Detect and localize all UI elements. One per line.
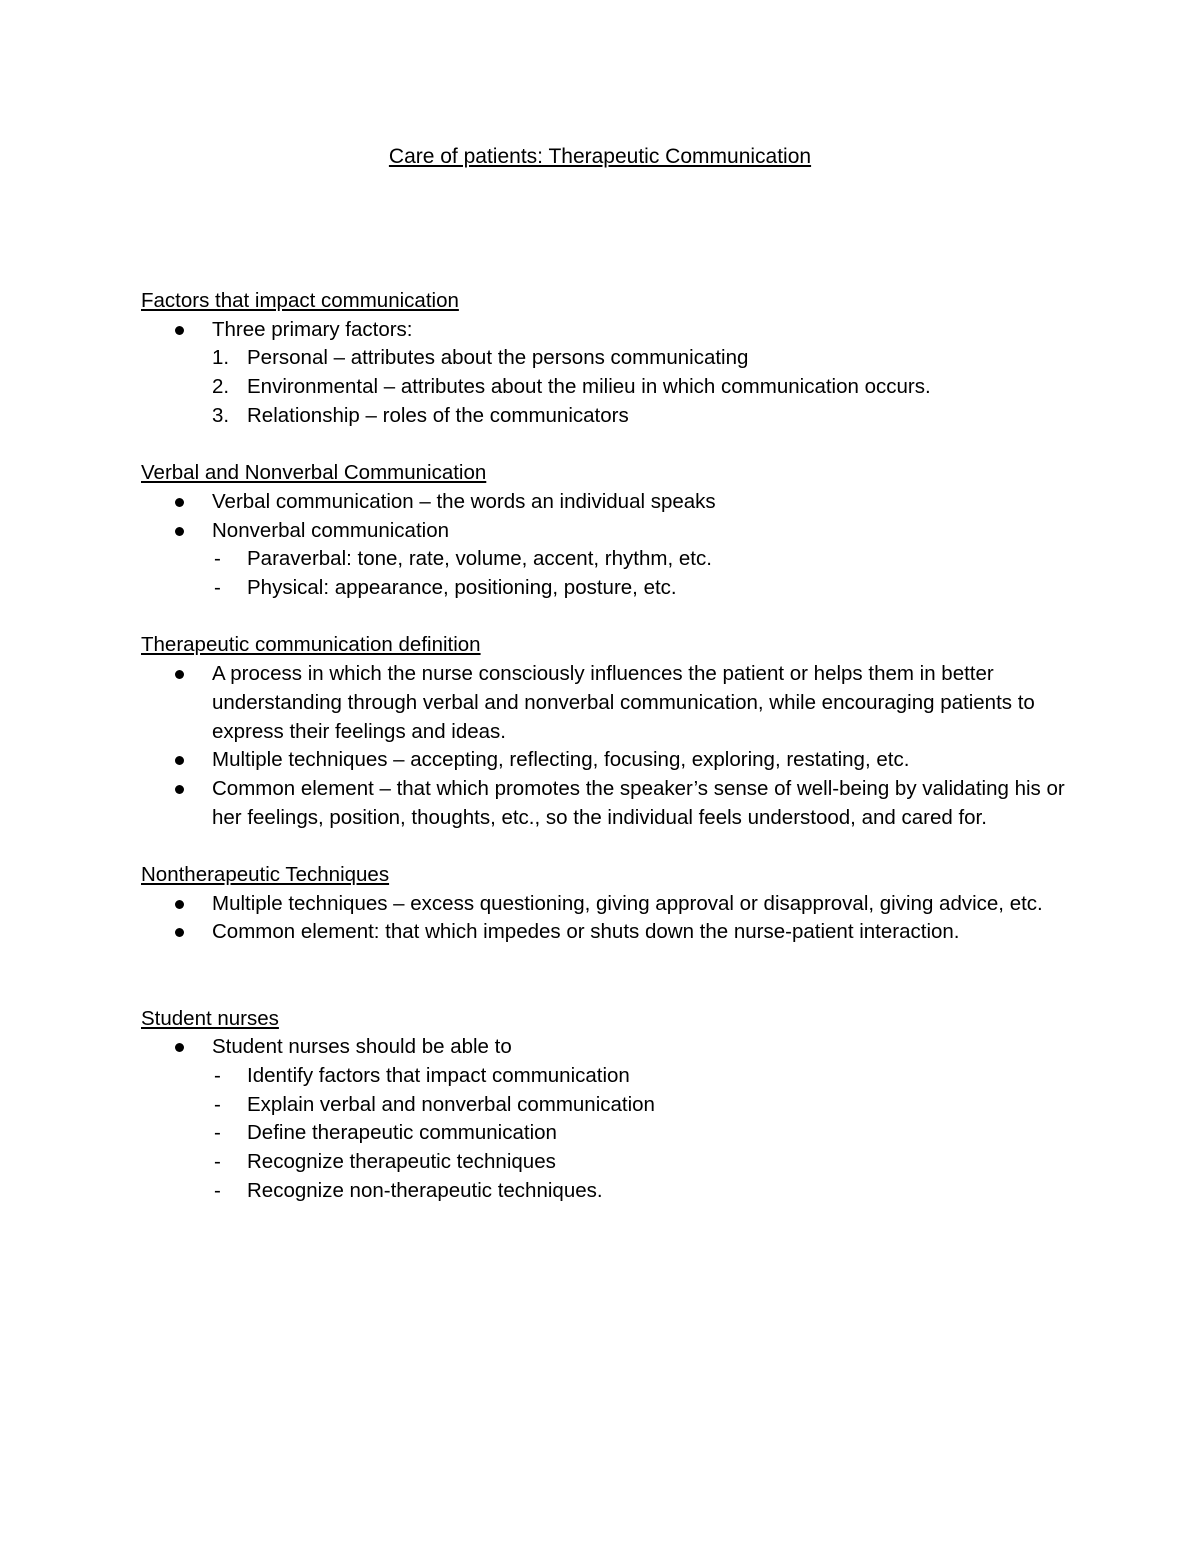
bullet-item [212, 517, 1066, 603]
dash-item [214, 1177, 1066, 1206]
list-number: 1. [212, 346, 230, 370]
bullet-item [212, 660, 1066, 746]
bullet-list [141, 660, 1066, 832]
bullet-text: Nonverbal communication [212, 518, 450, 542]
bullet-text: Common element: that which impedes or shuts down the nurse-patient interaction. [212, 920, 960, 944]
dash-item [214, 1091, 1066, 1120]
bullet-icon [175, 527, 184, 536]
bullet-icon [175, 326, 184, 335]
numbered-item [212, 402, 1066, 431]
bullet-item [212, 746, 1066, 775]
dash-text: Paraverbal: tone, rate, volume, accent, rhythm, etc. [247, 547, 712, 571]
document-body [141, 287, 1066, 1205]
list-number: 2. [212, 375, 230, 399]
dash-item [214, 1062, 1066, 1091]
section-heading: Verbal and Nonverbal Communication [141, 461, 487, 485]
bullet-icon [175, 498, 184, 507]
bullet-icon [175, 900, 184, 909]
dash-icon: - [214, 1150, 221, 1174]
bullet-item [212, 775, 1066, 832]
dash-text: Define therapeutic communication [247, 1121, 557, 1145]
section-therapeutic-definition [141, 631, 1066, 832]
bullet-item [212, 890, 1066, 919]
bullet-text: Three primary factors: [212, 317, 413, 341]
dash-item [214, 1148, 1066, 1177]
bullet-text: Verbal communication – the words an individual speaks [212, 489, 716, 513]
section-verbal-nonverbal [141, 459, 1066, 603]
bullet-icon [175, 756, 184, 765]
bullet-icon [175, 1043, 184, 1052]
section-heading: Nontherapeutic Techniques [141, 863, 390, 887]
bullet-list [141, 316, 1066, 431]
section-student-nurses [141, 1005, 1066, 1206]
dash-icon: - [214, 1063, 221, 1087]
section-heading: Factors that impact communication [141, 289, 459, 312]
section-heading: Student nurses [141, 1006, 279, 1030]
bullet-icon [175, 785, 184, 794]
dash-text: Explain verbal and nonverbal communication [247, 1092, 655, 1116]
bullet-icon [175, 670, 184, 679]
numbered-text: Environmental – attributes about the milieu in which communication occurs. [247, 375, 931, 399]
bullet-item [212, 1033, 1066, 1205]
document-title: Care of patients: Therapeutic Communication [388, 145, 812, 168]
numbered-text: Relationship – roles of the communicators [247, 403, 629, 427]
bullet-text: A process in which the nurse consciously influences the patient or helps them in better understanding through verbal and nonverbal communication, while encouraging patients to express their feelings and ideas. [212, 662, 1035, 743]
section-nontherapeutic [141, 861, 1066, 947]
dash-text: Recognize therapeutic techniques [247, 1150, 556, 1174]
dash-icon: - [214, 1121, 221, 1145]
section-factors [141, 287, 1066, 431]
dash-item [214, 545, 1066, 574]
dash-item [214, 574, 1066, 603]
dash-item [214, 1119, 1066, 1148]
numbered-item [212, 373, 1066, 402]
numbered-list [212, 344, 1066, 430]
dash-icon: - [214, 576, 221, 600]
dash-icon: - [214, 547, 221, 571]
dash-text: Physical: appearance, positioning, posture, etc. [247, 576, 677, 600]
bullet-icon [175, 928, 184, 937]
dash-text: Recognize non-therapeutic techniques. [247, 1178, 603, 1202]
dash-icon: - [214, 1178, 221, 1202]
section-heading: Therapeutic communication definition [141, 633, 481, 657]
dash-list [212, 1062, 1066, 1206]
numbered-item [212, 344, 1066, 373]
bullet-list [141, 890, 1066, 947]
bullet-text: Common element – that which promotes the speaker’s sense of well-being by validating his or her feelings, position, thoughts, etc., so the individual feels understood, and cared for. [212, 776, 1065, 829]
list-number: 3. [212, 403, 230, 427]
bullet-item [212, 488, 1066, 517]
bullet-text: Multiple techniques – excess questioning, giving approval or disapproval, giving advice, etc. [212, 891, 1043, 915]
bullet-list [141, 488, 1066, 603]
dash-icon: - [214, 1092, 221, 1116]
bullet-text: Multiple techniques – accepting, reflecting, focusing, exploring, restating, etc. [212, 748, 910, 772]
bullet-text: Student nurses should be able to [212, 1035, 512, 1059]
dash-text: Identify factors that impact communication [247, 1063, 630, 1087]
bullet-list [141, 1033, 1066, 1205]
bullet-item [212, 316, 1066, 431]
numbered-text: Personal – attributes about the persons communicating [247, 346, 749, 370]
bullet-item [212, 918, 1066, 947]
dash-list [212, 545, 1066, 602]
